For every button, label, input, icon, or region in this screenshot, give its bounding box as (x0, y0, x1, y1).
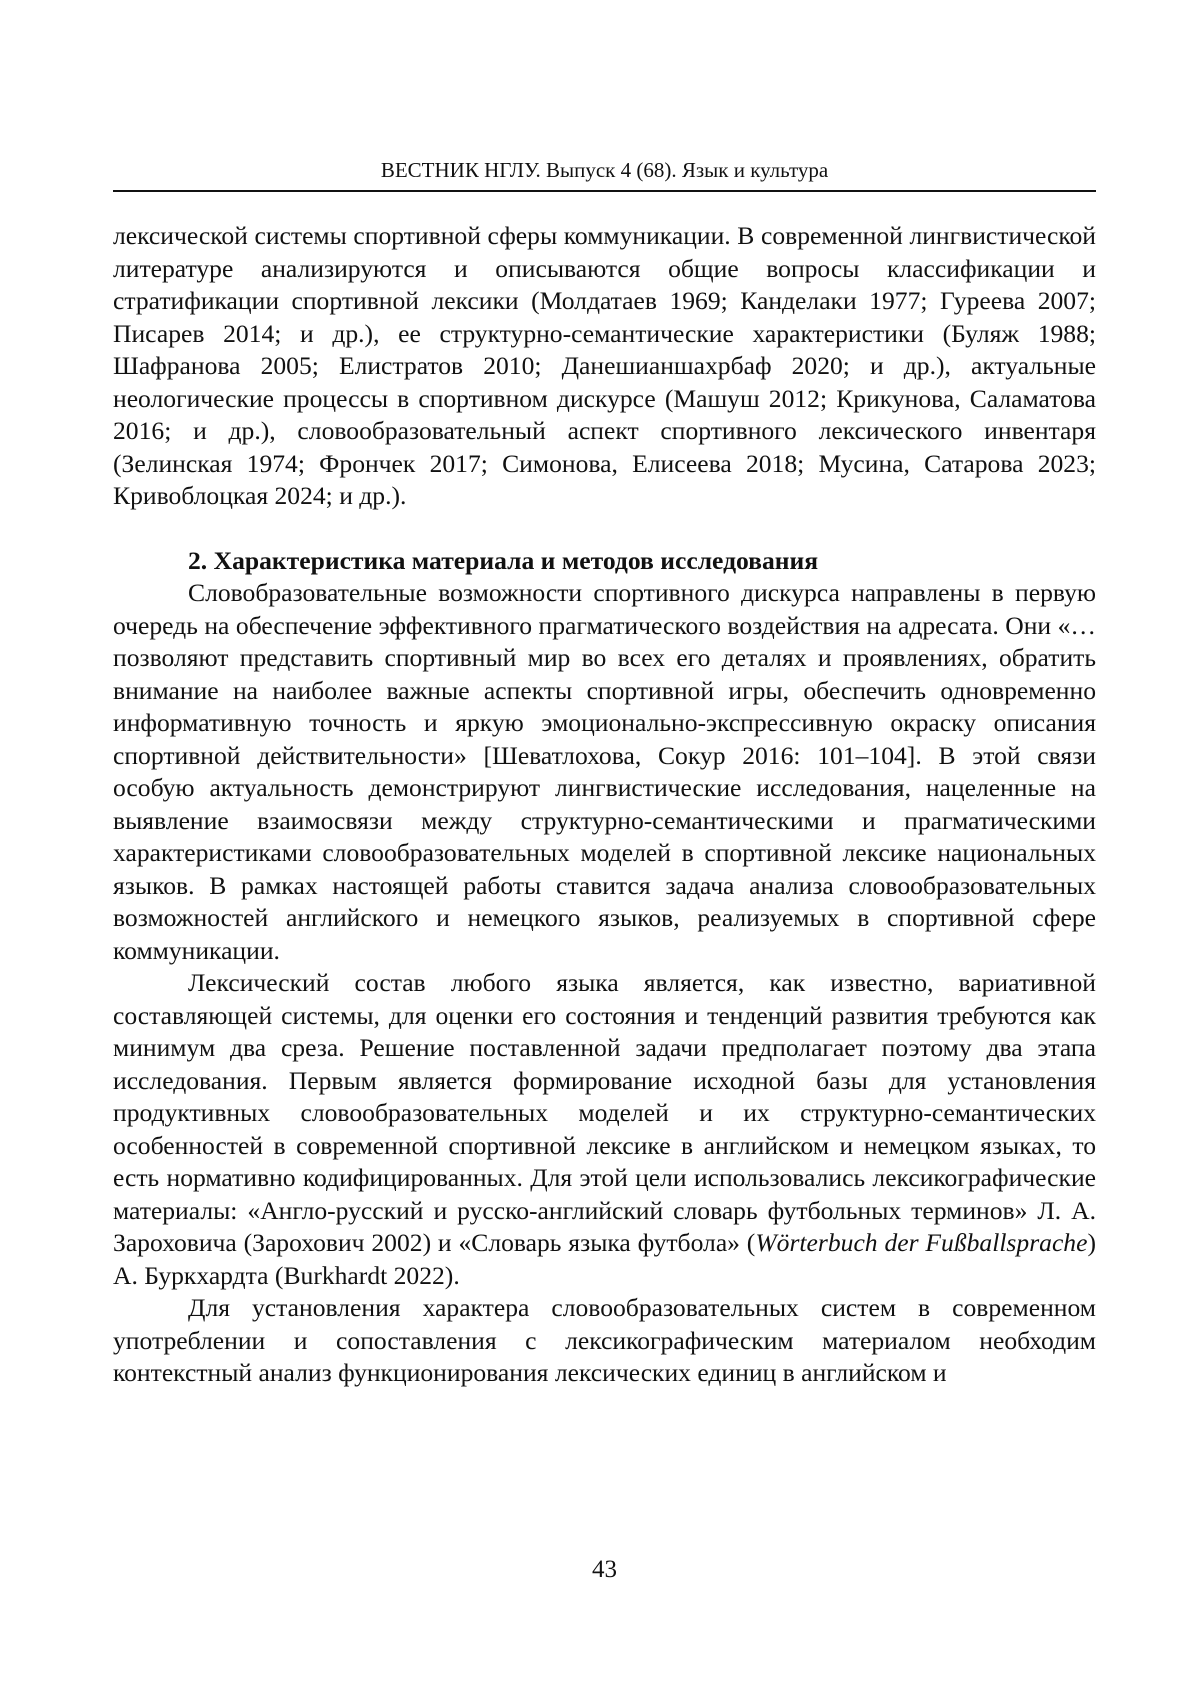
paragraph-1: лексической системы спортивной сферы коммуникации. В современной лингвистической литературе анализируются и описываются общие вопросы классификации и стратификации спортивной лексики (Молдатаев 1969; Канделаки 1977; Гуреева 2007; Писарев 2014; и др.), ее структурно-семантические характеристики (Буляж 1988; Шафранова 2005; Елистратов 2010; Данешианшахрбаф 2020; и др.), актуальные неологические процессы в спортивном дискурсе (Машуш 2012; Крикунова, Саламатова 2016; и др.), словообразовательный аспект спортивного лексического инвентаря (Зелинская 1974; Фрончек 2017; Симонова, Елисеева 2018; Мусина, Сатарова 2023; Кривоблоцкая 2024; и др.). (113, 220, 1096, 513)
paragraph-3-text-end: ) А. Буркхардта (Burkhardt 2022). (113, 1228, 1096, 1290)
section-heading: 2. Характеристика материала и методов исследования (113, 545, 1096, 578)
dictionary-title-italic: Wörterbuch der Fußballsprache (755, 1228, 1087, 1257)
page-number: 43 (113, 1555, 1096, 1585)
paragraph-3-text: Лексический состав любого языка является, как известно, вариативной составляющей системы, для оценки его состояния и тенденций развития требуются как минимум два среза. Решение поставленной задачи предполагает поэтому два этапа исследования. Первым является формирование исходной базы для установления продуктивных словообразовательных моделей и их структурно-семантических особенностей в современной спортивной лексике в английском и немецком языках, то есть нормативно кодифицированных. Для этой цели использовались лексикографические материалы: «Англо-русский и русско-английский словарь футбольных терминов» Л. А. Зароховича (Зарохович 2002) и «Словарь языка футбола» ( (113, 968, 1096, 1257)
article-body (113, 220, 1096, 1390)
paragraph-3 (113, 967, 1096, 1292)
paragraph-2: Словобразовательные возможности спортивного дискурса направлены в первую очередь на обеспечение эффективного прагматического воздействия на адресата. Они «… позволяют представить спортивный мир во всех его деталях и проявлениях, обратить внимание на наиболее важные аспекты спортивной игры, обеспечить одновременно информативную точность и яркую эмоционально-экспрессивную окраску описания спортивной действительности» [Шеватлохова, Сокур 2016: 101–104]. В этой связи особую актуальность демонстрируют лингвистические исследования, нацеленные на выявление взаимосвязи между структурно-семантическими и прагматическими характеристиками словообразовательных моделей в спортивной лексике национальных языков. В рамках настоящей работы ставится задача анализа словообразовательных возможностей английского и немецкого языков, реализуемых в спортивной сфере коммуникации. (113, 577, 1096, 967)
running-head: ВЕСТНИК НГЛУ. Выпуск 4 (68). Язык и культура (113, 157, 1096, 183)
paragraph-4: Для установления характера словообразовательных систем в современном употреблении и сопоставления с лексикографическим материалом необходим контекстный анализ функционирования лексических единиц в английском и (113, 1292, 1096, 1390)
journal-page (0, 0, 1200, 1697)
header-rule (113, 190, 1096, 192)
